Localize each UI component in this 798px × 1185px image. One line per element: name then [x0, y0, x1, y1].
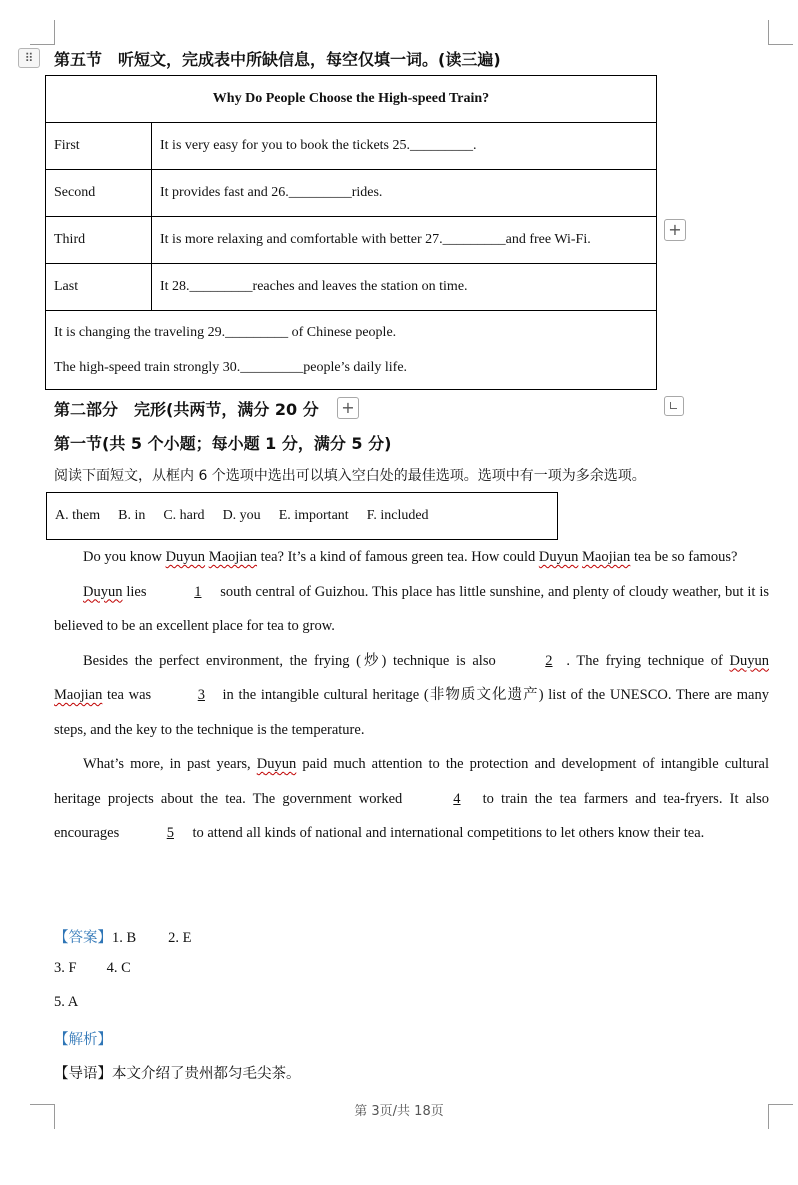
guide-line: [54, 1062, 301, 1083]
answer-item: 3. F: [54, 960, 77, 976]
table-move-handle-icon[interactable]: ⠿: [18, 48, 40, 68]
option: C. hard: [163, 508, 205, 523]
options-box: [46, 492, 558, 540]
row-text: It is very easy for you to book the tickets 25._________.: [152, 123, 657, 170]
place-name: Duyun: [538, 549, 579, 565]
place-name: Duyun: [83, 583, 123, 600]
page-footer: 第 3页/共 18页: [354, 1104, 444, 1119]
option: A. them: [55, 508, 101, 523]
section1-heading: 第一节(共 5 个小题；每小题 1 分，满分 5 分): [54, 434, 392, 453]
blank-4: 4: [453, 790, 461, 807]
analysis-label: 【解析】: [54, 1032, 112, 1048]
row-label: First: [46, 123, 152, 170]
answer-line: [54, 926, 192, 947]
answer-label: 【答案】: [54, 930, 112, 946]
paragraph: What’s more, in past years, Duyun paid much attention to the protection and development of intangible cultural heritage projects about the tea. The government worked 4 to train the tea farmers and tea-fryers. It also encourages 5 to attend all kinds of national and international competitions to let others know their tea.: [54, 747, 769, 851]
option: F. included: [366, 508, 429, 523]
part2-heading: 第二部分 完形(共两节，满分 20 分: [54, 400, 319, 419]
add-column-plus-icon[interactable]: +: [664, 219, 686, 241]
row-text: It is more relaxing and comfortable with better 27._________and free Wi-Fi.: [152, 217, 657, 264]
passage: [54, 540, 769, 851]
table-row: [46, 217, 657, 264]
instruction: 阅读下面短文，从框内 6 个选项中选出可以填入空白处的最佳选项。选项中有一项为多余选项。: [54, 468, 646, 484]
table-row: [46, 264, 657, 311]
section5-heading: 第五节 听短文，完成表中所缺信息，每空仅填一词。(读三遍): [54, 50, 501, 69]
row-label: Second: [46, 170, 152, 217]
option: B. in: [118, 508, 146, 523]
tea-name: Maojian: [208, 549, 258, 565]
page-corner-mark: [30, 20, 55, 45]
table-row: [46, 123, 657, 170]
blank-3: 3: [197, 687, 205, 703]
place-name: Duyun: [256, 756, 297, 772]
row-label: Third: [46, 217, 152, 264]
paragraph: Do you know Duyun Maojian tea? It’s a kind of famous green tea. How could Duyun Maojian tea be so famous?: [83, 549, 738, 565]
row-text: It 28._________reaches and leaves the station on time.: [152, 264, 657, 311]
option: D. you: [222, 508, 261, 523]
answer-line: [54, 994, 78, 1011]
paragraph: Besides the perfect environment, the frying (炒) technique is also 2 . The frying technique of Duyun Maojian tea was 3 in the intangible cultural heritage (非物质文化遗产) list of the UNESCO. There are many steps, and the key to the technique is the temperature.: [54, 644, 769, 748]
info-table: [45, 75, 657, 390]
tea-name: Maojian: [54, 687, 103, 703]
table-row: [46, 170, 657, 217]
answer-item: 1. B: [112, 930, 137, 946]
answer-item: 2. E: [168, 930, 192, 946]
note-line: The high-speed train strongly 30._________people’s daily life.: [54, 360, 408, 375]
guide-label: 【导语】: [54, 1066, 112, 1082]
guide-text: 本文介绍了贵州都匀毛尖茶。: [112, 1066, 301, 1082]
answer-line: [54, 960, 131, 977]
blank-5: 5: [166, 825, 174, 841]
table-note: [46, 311, 657, 390]
note-line: It is changing the traveling 29._________ of Chinese people.: [54, 325, 397, 340]
option: E. important: [278, 508, 349, 523]
answer-item: 5. A: [54, 994, 79, 1010]
row-text: It provides fast and 26._________rides.: [152, 170, 657, 217]
row-label: Last: [46, 264, 152, 311]
blank-2: 2: [545, 652, 553, 669]
place-name: Duyun: [165, 549, 206, 565]
add-row-plus-icon[interactable]: +: [337, 397, 359, 419]
page-corner-mark: [768, 20, 793, 45]
blank-1: 1: [194, 583, 202, 600]
table-title: Why Do People Choose the High-speed Train?: [46, 76, 657, 123]
place-name: Duyun: [729, 652, 769, 669]
paragraph: Duyun lies 1 south central of Guizhou. This place has little sunshine, and plenty of cloudy weather, but it is believed to be an excellent place for tea to grow.: [54, 575, 769, 644]
answer-item: 4. C: [106, 960, 131, 976]
tea-name: Maojian: [581, 549, 631, 565]
table-resize-icon[interactable]: [664, 396, 684, 416]
